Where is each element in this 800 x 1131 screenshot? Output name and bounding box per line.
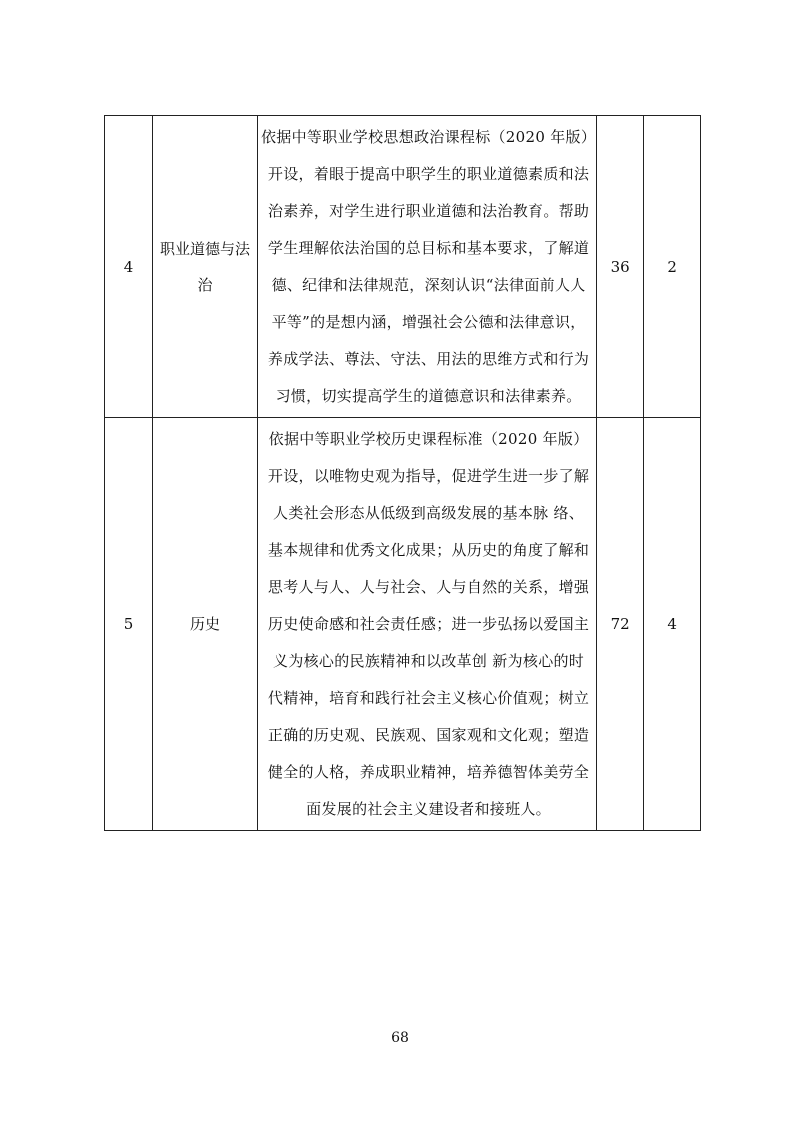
course-name	[153, 418, 258, 831]
description-line: 开设，以唯物史观为指导，促进学生进一步了解	[267, 467, 590, 485]
course-name-line: 历史	[189, 615, 220, 633]
description-line: 思考人与人、人与社会、人与自然的关系，增强	[267, 578, 590, 596]
description-line: 正确的历史观、民族观、国家观和文化观；塑造	[267, 726, 590, 744]
description-line: 面发展的社会主义建设者和接班人。	[306, 800, 551, 818]
description-line: 学生理解依法治国的总目标和基本要求，了解道	[267, 239, 590, 257]
description-line: 基本规律和优秀文化成果；从历史的角度了解和	[267, 541, 590, 559]
course-hours: 36	[597, 116, 644, 418]
description-line: 开设，着眼于提高中职学生的职业道德素质和法	[267, 165, 590, 183]
description-line: 义为核心的民族精神和以改革创 新为核心的时	[273, 652, 585, 670]
course-description	[258, 418, 597, 831]
course-name-line: 职业道德与法	[159, 239, 250, 258]
course-hours: 72	[597, 418, 644, 831]
course-credit: 2	[644, 116, 701, 418]
description-line: 健全的人格，养成职业精神，培养德智体美劳全	[267, 763, 590, 781]
table-row	[105, 418, 701, 831]
course-name	[153, 116, 258, 418]
course-number: 5	[105, 418, 153, 831]
description-line: 平等”的是想内涵，增强社会公德和法律意识，	[271, 313, 586, 331]
description-line: 养成学法、尊法、守法、用法的思维方式和行为	[267, 350, 590, 368]
course-name-line: 治	[197, 275, 213, 294]
description-line: 依据中等职业学校思想政治课程标（2020 年版）	[261, 128, 597, 146]
table-row	[105, 116, 701, 418]
description-line: 人类社会形态从低级到高级发展的基本脉 络、	[273, 504, 585, 522]
description-line: 习惯，切实提高学生的道德意识和法律素养。	[275, 387, 582, 405]
description-line: 治素养，对学生进行职业道德和法治教育。帮助	[267, 202, 590, 220]
course-credit: 4	[644, 418, 701, 831]
description-line: 德、纪律和法律规范，深刻认识“法律面前人人	[271, 276, 586, 294]
course-number: 4	[105, 116, 153, 418]
course-table	[104, 115, 701, 831]
course-description	[258, 116, 597, 418]
description-line: 历史使命感和社会责任感；进一步弘扬以爱国主	[267, 615, 590, 633]
page-number: 68	[391, 1030, 409, 1046]
description-line: 代精神，培育和践行社会主义核心价值观；树立	[267, 689, 590, 707]
description-line: 依据中等职业学校历史课程标准（2020 年版）	[268, 430, 589, 448]
